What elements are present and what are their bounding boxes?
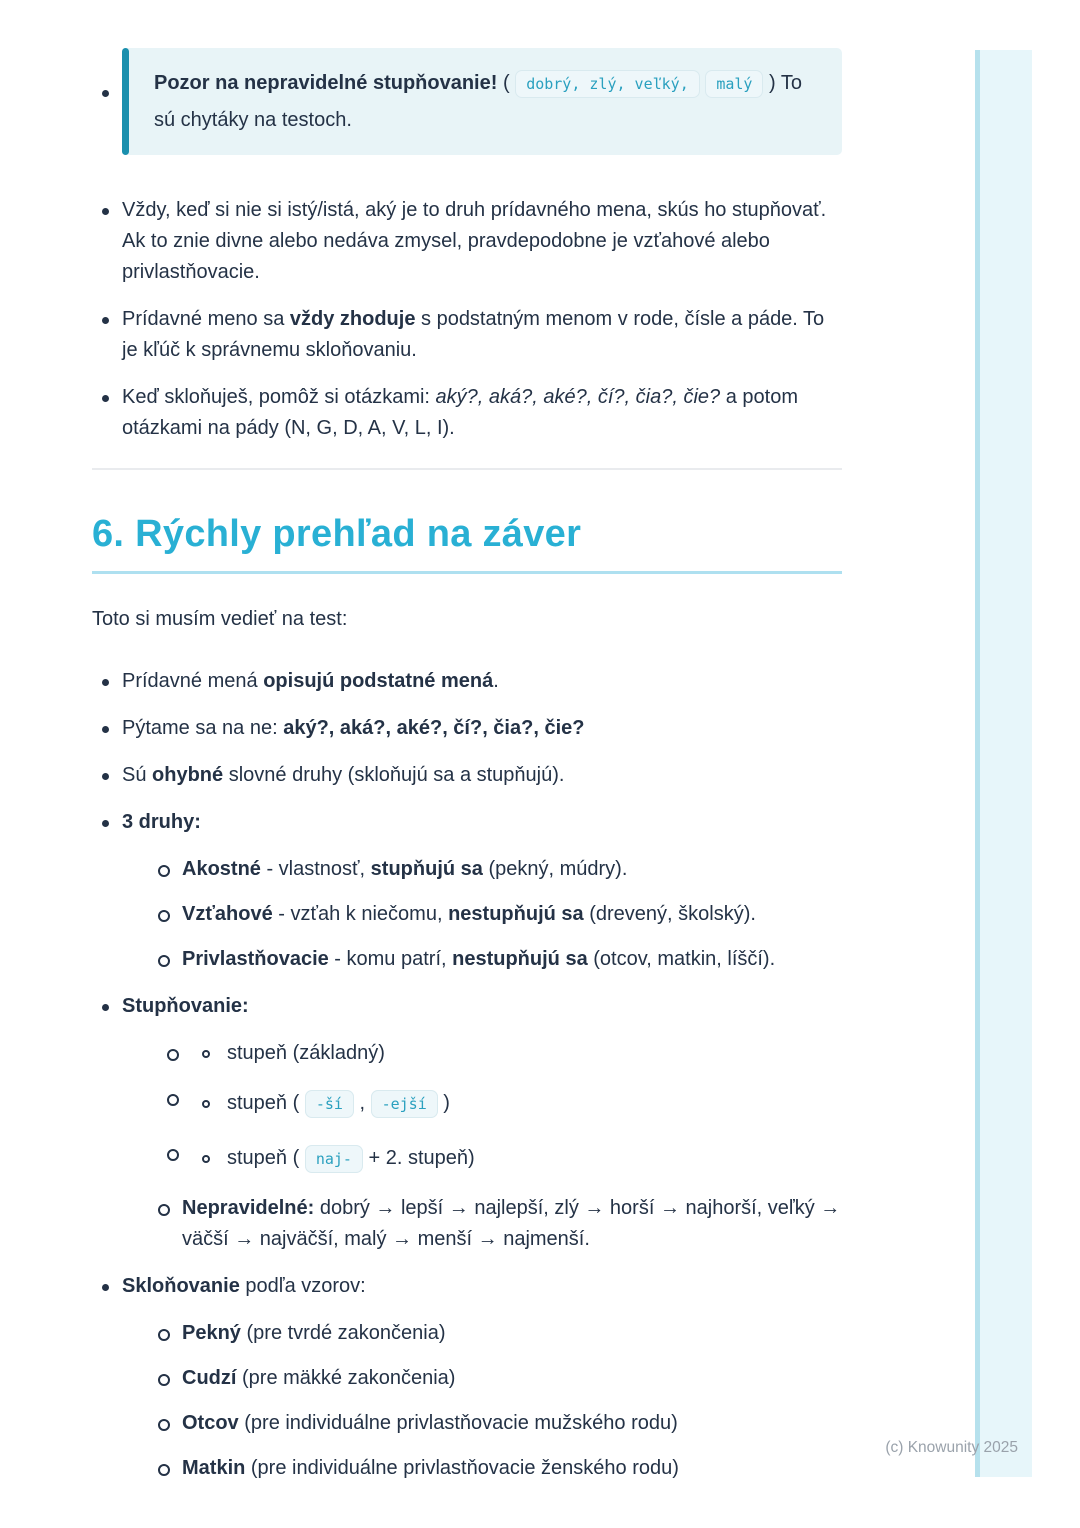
code-chip: -ejší	[371, 1090, 438, 1118]
text-run: (otcov, matkin, líščí).	[587, 948, 776, 970]
text-run: )	[437, 1092, 450, 1114]
list-item	[152, 1363, 842, 1394]
circle-marker-icon	[202, 1155, 210, 1163]
text-run: Prídavné meno sa	[122, 308, 290, 330]
text-run: - vzťah k niečomu,	[272, 903, 449, 925]
text-run: - komu patrí,	[328, 948, 453, 970]
text-run-bold: 3 druhy:	[122, 811, 201, 833]
text-run-bold: Skloňovanie	[122, 1275, 240, 1297]
text-run-bold: Akostné	[182, 858, 261, 880]
text-run-italic: aký?, aká?, aké?, čí?, čia?, čie?	[435, 386, 721, 408]
text-run: (pre mäkké zakončenia)	[236, 1367, 456, 1389]
text-run-bold: Pekný	[182, 1322, 241, 1344]
list-item	[92, 304, 842, 366]
text-run-bold: Nepravidelné:	[182, 1197, 315, 1219]
list-item	[92, 713, 842, 744]
list-item	[152, 1408, 842, 1439]
list-item	[161, 1038, 842, 1069]
list-item	[152, 1453, 842, 1484]
text-run: Prídavné mená	[122, 670, 264, 692]
list-item	[92, 807, 842, 975]
text-run: Sú	[122, 764, 153, 786]
text-run: podľa vzorov:	[239, 1275, 366, 1297]
heading-underline	[92, 571, 842, 574]
text-run: stupeň (základný)	[227, 1042, 385, 1064]
text-run: + 2. stupeň)	[362, 1147, 475, 1169]
recap-list	[92, 666, 842, 1484]
warning-callout	[122, 48, 842, 155]
text-run: - vlastnosť,	[260, 858, 371, 880]
text-run-bold: Matkin	[182, 1457, 246, 1479]
text-run-bold: ohybné	[152, 764, 224, 786]
intro-paragraph: Toto si musím vedieť na test:	[92, 608, 348, 630]
page-edge-decoration	[975, 50, 1032, 1477]
list-item	[92, 195, 842, 288]
text-run: ,	[353, 1092, 371, 1114]
callout-close-text: ) To sú chytáky na testoch.	[154, 72, 802, 131]
types-sublist	[152, 854, 842, 975]
text-run: (drevený, školský).	[583, 903, 756, 925]
text-run-bold: stupňujú sa	[370, 858, 483, 880]
text-run-bold: Otcov	[182, 1412, 239, 1434]
patterns-sublist	[152, 1318, 842, 1484]
text-run-bold: vždy zhoduje	[289, 308, 416, 330]
list-item	[152, 899, 842, 930]
section-divider	[92, 468, 842, 470]
copyright-footer: (c) Knowunity 2025	[885, 1439, 1018, 1456]
document-content	[92, 48, 842, 1500]
text-run: dobrý → lepší → najlepší, zlý → horší → najhorší, veľký → väčší → najväčší, malý → menší → najmenší.	[182, 1197, 841, 1250]
text-run-bold: Cudzí	[182, 1367, 237, 1389]
notes-list	[92, 195, 842, 444]
circle-marker-icon	[202, 1050, 210, 1058]
text-run-bold: nestupňujú sa	[452, 948, 588, 970]
text-run-bold: nestupňujú sa	[448, 903, 584, 925]
text-run: slovné druhy (skloňujú sa a stupňujú).	[223, 764, 565, 786]
list-item	[152, 944, 842, 975]
code-chip: -ší	[305, 1090, 354, 1118]
text-run-bold: Stupňovanie:	[122, 995, 249, 1017]
list-item	[92, 666, 842, 697]
code-chip: dobrý, zlý, veľký,	[515, 70, 700, 98]
list-item	[92, 382, 842, 444]
list-item	[152, 1318, 842, 1349]
list-item	[161, 1083, 842, 1124]
text-run-bold: Vzťahové	[182, 903, 273, 925]
callout-list-item	[92, 48, 842, 155]
text-run-bold: aký?, aká?, aké?, čí?, čia?, čie?	[283, 717, 585, 739]
text-run: .	[493, 670, 499, 692]
list-item	[92, 760, 842, 791]
code-chip: malý	[705, 70, 763, 98]
code-chip: naj-	[305, 1145, 363, 1173]
text-run-bold: Privlastňovacie	[182, 948, 329, 970]
text-run: stupeň (	[227, 1092, 305, 1114]
text-run: s podstatným menom v rode, čísle a páde. To je kľúč k správnemu skloňovaniu.	[122, 308, 825, 361]
list-item	[161, 1138, 842, 1179]
callout-open-paren: (	[497, 72, 510, 94]
text-run: (pre tvrdé zakončenia)	[240, 1322, 446, 1344]
list-item	[152, 1193, 842, 1255]
text-run: a potom otázkami na pády (N, G, D, A, V, L, I).	[122, 386, 798, 439]
text-run-bold: opisujú podstatné mená	[263, 670, 494, 692]
text-run: stupeň (	[227, 1147, 305, 1169]
list-item	[92, 991, 842, 1255]
text-run: Pýtame sa na ne:	[122, 717, 284, 739]
list-item	[152, 854, 842, 885]
list-item	[92, 1271, 842, 1484]
grades-sublist	[152, 1038, 842, 1255]
text-run: (pre individuálne privlastňovacie mužského rodu)	[238, 1412, 678, 1434]
text-run: Keď skloňuješ, pomôž si otázkami:	[122, 386, 436, 408]
section-heading: 6. Rýchly prehľad na záver	[92, 513, 582, 555]
callout-list	[92, 48, 842, 155]
circle-marker-icon	[202, 1100, 210, 1108]
text-run: (pre individuálne privlastňovacie ženského rodu)	[245, 1457, 679, 1479]
text-run: (pekný, múdry).	[482, 858, 628, 880]
callout-bold-text: Pozor na nepravidelné stupňovanie!	[154, 72, 498, 94]
text-run: Vždy, keď si nie si istý/istá, aký je to druh prídavného mena, skús ho stupňovať. Ak to znie divne alebo nedáva zmysel, pravdepodobne je vzťahové alebo privlastňovacie.	[122, 199, 827, 283]
